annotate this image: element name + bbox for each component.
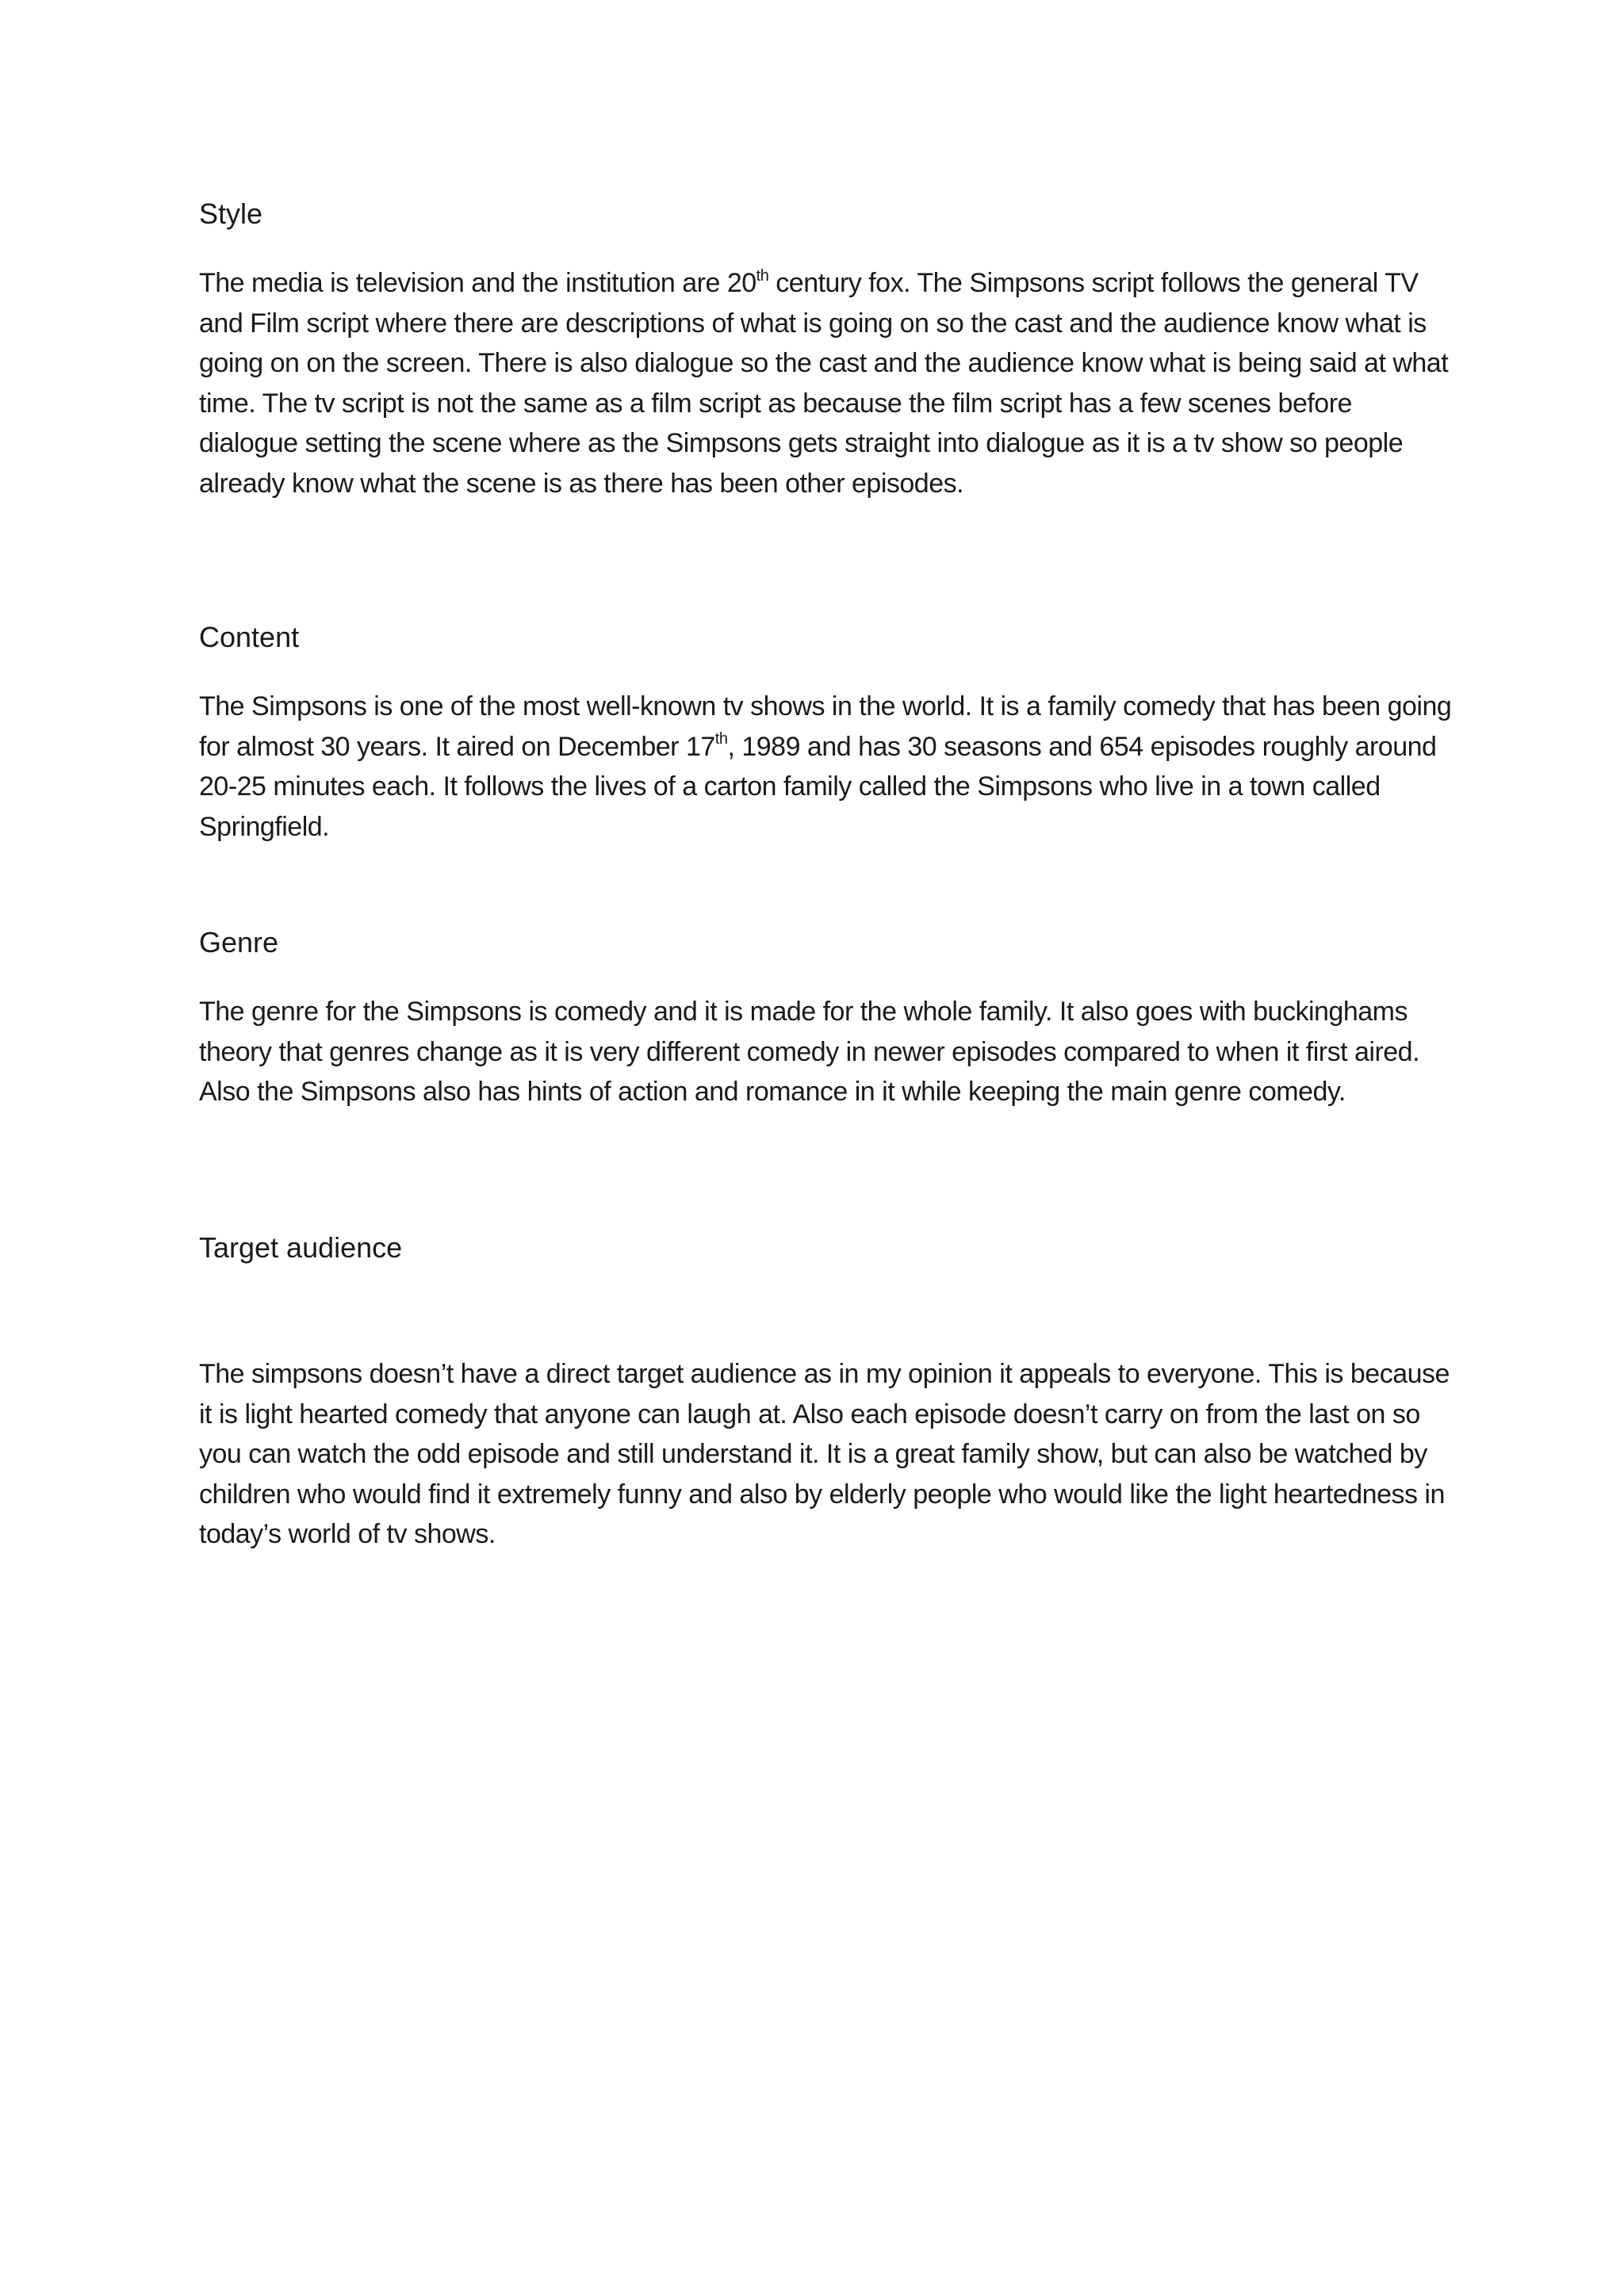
section-content xyxy=(199,620,1452,847)
section-genre xyxy=(199,925,1452,1112)
paragraph-text: , 1989 and has 30 seasons and 654 episodes roughly around 20-25 minutes each. It follows the lives of a carton family called the Simpsons who live in a town called Springfield. xyxy=(199,731,1437,842)
ordinal-superscript: th xyxy=(756,266,769,285)
section-paragraph-target-audience: The simpsons doesn’t have a direct target audience as in my opinion it appeals to everyone. This is because it is light hearted comedy that anyone can laugh at. Also each episode doesn’t carry on from the last on so you can watch the odd episode and still understand it. It is a great family show, but can also be watched by children who would find it extremely funny and also by elderly people who would like the light heartedness in today’s world of tv shows. xyxy=(199,1359,1450,1549)
section-heading-target-audience: Target audience xyxy=(199,1231,403,1264)
section-target-audience xyxy=(199,1230,1452,1555)
paragraph-text: century fox. The Simpsons script follows the general TV and Film script where there are descriptions of what is going on so the cast and the audience know what is going on on the screen. There is also dialogue so the cast and the audience know what is being said at what time. The tv script is not the same as a film script as because the film script has a few scenes before dialogue setting the scene where as the Simpsons gets straight into dialogue as it is a tv show so people already know what the scene is as there has been other episodes. xyxy=(199,268,1449,499)
section-style xyxy=(199,197,1452,503)
section-paragraph-genre: The genre for the Simpsons is comedy and it is made for the whole family. It also goes with buckinghams theory that genres change as it is very different comedy in newer episodes compared to when it first aired. Also the Simpsons also has hints of action and romance in it while keeping the main genre comedy. xyxy=(199,997,1420,1107)
section-paragraph-content xyxy=(199,687,1452,847)
paragraph-text: The media is television and the institution are 20 xyxy=(199,268,756,298)
section-paragraph-style xyxy=(199,263,1452,503)
section-heading-style: Style xyxy=(199,197,263,230)
section-heading-content: Content xyxy=(199,621,300,653)
ordinal-superscript: th xyxy=(714,730,728,748)
section-heading-genre: Genre xyxy=(199,926,279,959)
paragraph-text: The Simpsons is one of the most well-known tv shows in the world. It is a family comedy that has been going for almost 30 years. It aired on December 17 xyxy=(199,691,1452,762)
